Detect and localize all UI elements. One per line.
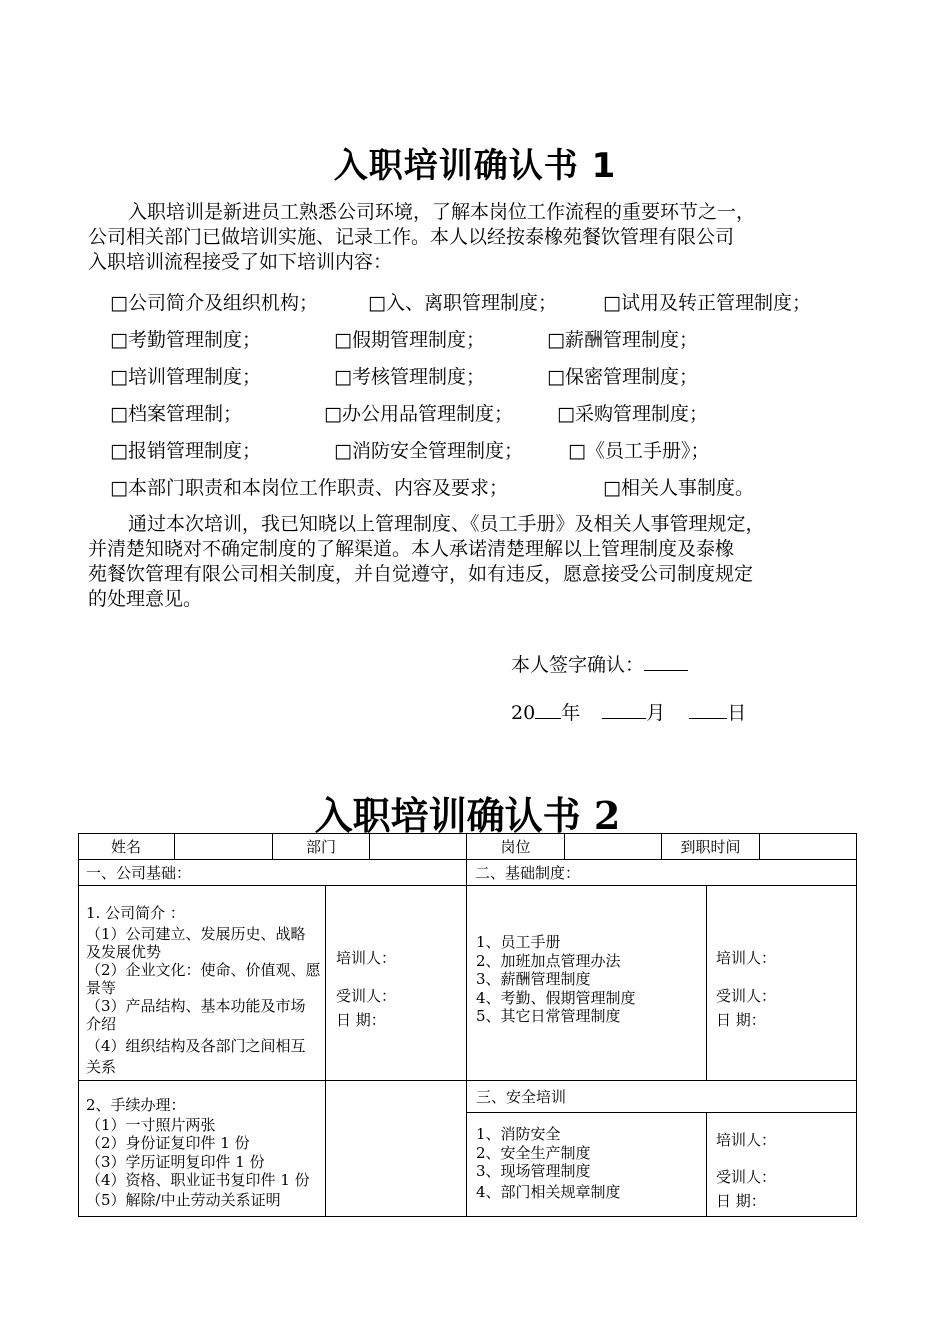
header-start-date-label: 到职时间 <box>680 838 741 856</box>
trainer-label: 培训人： <box>716 949 777 967</box>
date-year-label: 年 <box>561 702 581 724</box>
intro-paragraph <box>88 200 858 275</box>
list-item: （4）资格、职业证书复印件 1 份 <box>86 1171 310 1189</box>
list-item: （1）公司建立、发展历史、战略 <box>86 925 306 943</box>
list-item: 3、薪酬管理制度 <box>476 970 591 988</box>
signature-line <box>511 650 688 677</box>
checkbox-item-confidentiality[interactable]: □保密管理制度； <box>547 366 698 388</box>
header-dept-label: 部门 <box>305 838 336 856</box>
procedures-list <box>86 1096 310 1209</box>
year-field[interactable] <box>535 700 561 719</box>
list-item: 4、考勤、假期管理制度 <box>476 988 636 1007</box>
date-month-label: 月 <box>646 702 666 724</box>
list-item: （4）组织结构及各部门之间相互 <box>86 1037 306 1055</box>
safety-list <box>476 1125 621 1201</box>
list-item: 景等 <box>86 979 117 997</box>
list-item: 2、安全生产制度 <box>476 1143 591 1162</box>
signature-field[interactable] <box>644 652 688 671</box>
trainee-label: 受训人： <box>336 987 397 1005</box>
section1-title: 一、公司基础： <box>86 864 192 882</box>
checkbox-item-probation[interactable]: □试用及转正管理制度； <box>603 292 811 314</box>
doc1-title: 入职培训确认书 1 <box>333 146 617 186</box>
checkbox-item-employee-handbook[interactable]: □《员工手册》； <box>568 440 710 462</box>
trainer-label: 培训人： <box>336 949 397 967</box>
closing-line: 并清楚知晓对不确定制度的了解渠道。本人承诺清楚理解以上管理制度及泰橡 <box>88 538 735 560</box>
checkbox-item-assessment[interactable]: □考核管理制度； <box>334 366 485 388</box>
checkbox-item-training[interactable]: □培训管理制度； <box>110 366 261 388</box>
date-line <box>511 698 746 725</box>
list-item: （2）身份证复印件 1 份 <box>86 1134 250 1152</box>
start-date-input[interactable] <box>760 834 856 859</box>
checkbox-item-leave[interactable]: □假期管理制度； <box>334 329 485 351</box>
trainee-label: 受训人： <box>716 1168 777 1186</box>
closing-line: 通过本次培训，我已知晓以上管理制度、《员工手册》及相关人事管理规定， <box>128 513 765 535</box>
checkbox-item-company-intro[interactable]: □公司简介及组织机构； <box>110 292 318 314</box>
section2-title: 二、基础制度： <box>475 864 581 882</box>
checkbox-item-office-supplies[interactable]: □办公用品管理制度； <box>324 403 513 425</box>
list-item: 1、消防安全 <box>476 1125 561 1143</box>
closing-paragraph <box>88 512 858 612</box>
list-item: 2、加班加点管理办法 <box>476 951 621 970</box>
closing-line: 的处理意见。 <box>88 588 203 610</box>
list-item: 及发展优势 <box>86 943 162 961</box>
checkbox-item-attendance[interactable]: □考勤管理制度； <box>110 329 261 351</box>
closing-line: 苑餐饮管理有限公司相关制度，并自觉遵守，如有违反，愿意接受公司制度规定 <box>88 563 754 585</box>
intro-line: 公司相关部门已做培训实施、记录工作。本人以经按泰橡苑餐饮管理有限公司 <box>88 226 735 248</box>
name-input[interactable] <box>175 834 272 859</box>
list-item: 介绍 <box>86 1015 117 1033</box>
checkbox-item-procurement[interactable]: □采购管理制度； <box>557 403 708 425</box>
list-item: 关系 <box>86 1058 117 1076</box>
list-item: 1、员工手册 <box>476 933 561 951</box>
date-label: 日 期： <box>336 1011 386 1029</box>
list-item: （3）产品结构、基本功能及市场 <box>86 997 306 1015</box>
header-name-label: 姓名 <box>110 838 141 856</box>
month-field[interactable] <box>602 700 646 719</box>
date-label: 日 期： <box>716 1011 766 1029</box>
list-item: 3、现场管理制度 <box>476 1162 591 1180</box>
checkbox-item-archives[interactable]: □档案管理制； <box>110 403 242 425</box>
list-item: （3）学历证明复印件 1 份 <box>86 1152 265 1171</box>
position-input[interactable] <box>565 834 661 859</box>
dept-input[interactable] <box>370 834 466 859</box>
header-position-label: 岗位 <box>500 838 531 856</box>
checkbox-item-hr-policies[interactable]: □相关人事制度。 <box>603 477 754 499</box>
trainer-label: 培训人： <box>716 1131 777 1149</box>
checkbox-item-reimbursement[interactable]: □报销管理制度； <box>110 440 261 462</box>
list-item: （2）企业文化：使命、价值观、愿 <box>86 961 321 979</box>
checkbox-item-salary[interactable]: □薪酬管理制度； <box>547 329 698 351</box>
date-day-label: 日 <box>727 702 747 724</box>
intro-line: 入职培训流程接受了如下培训内容： <box>88 251 393 273</box>
list-item: 4、部门相关规章制度 <box>476 1182 621 1201</box>
intro-line: 入职培训是新进员工熟悉公司环境，了解本岗位工作流程的重要环节之一， <box>128 201 756 223</box>
section3-title: 三、安全培训 <box>476 1088 567 1106</box>
signature-label: 本人签字确认： <box>511 654 645 676</box>
checkbox-item-onboarding[interactable]: □入、离职管理制度； <box>368 292 557 314</box>
list-item: （5）解除/中止劳动关系证明 <box>86 1190 281 1209</box>
doc2-title: 入职培训确认书 2 <box>314 793 621 838</box>
date-label: 日 期： <box>716 1192 766 1210</box>
list-item: 2、手续办理： <box>86 1096 186 1114</box>
day-field[interactable] <box>689 700 727 719</box>
checkbox-item-department-duties[interactable]: □本部门职责和本岗位工作职责、内容及要求； <box>110 477 508 499</box>
trainee-label: 受训人： <box>716 987 777 1005</box>
checkbox-item-fire-safety[interactable]: □消防安全管理制度； <box>334 440 523 462</box>
date-prefix: 20 <box>511 702 536 724</box>
list-item: （1）一寸照片两张 <box>86 1115 216 1134</box>
list-item: 1. 公司简介 ： <box>86 904 185 922</box>
list-item: 5、其它日常管理制度 <box>476 1007 621 1025</box>
company-intro-list <box>86 904 321 1076</box>
basic-rules-list <box>476 933 636 1026</box>
